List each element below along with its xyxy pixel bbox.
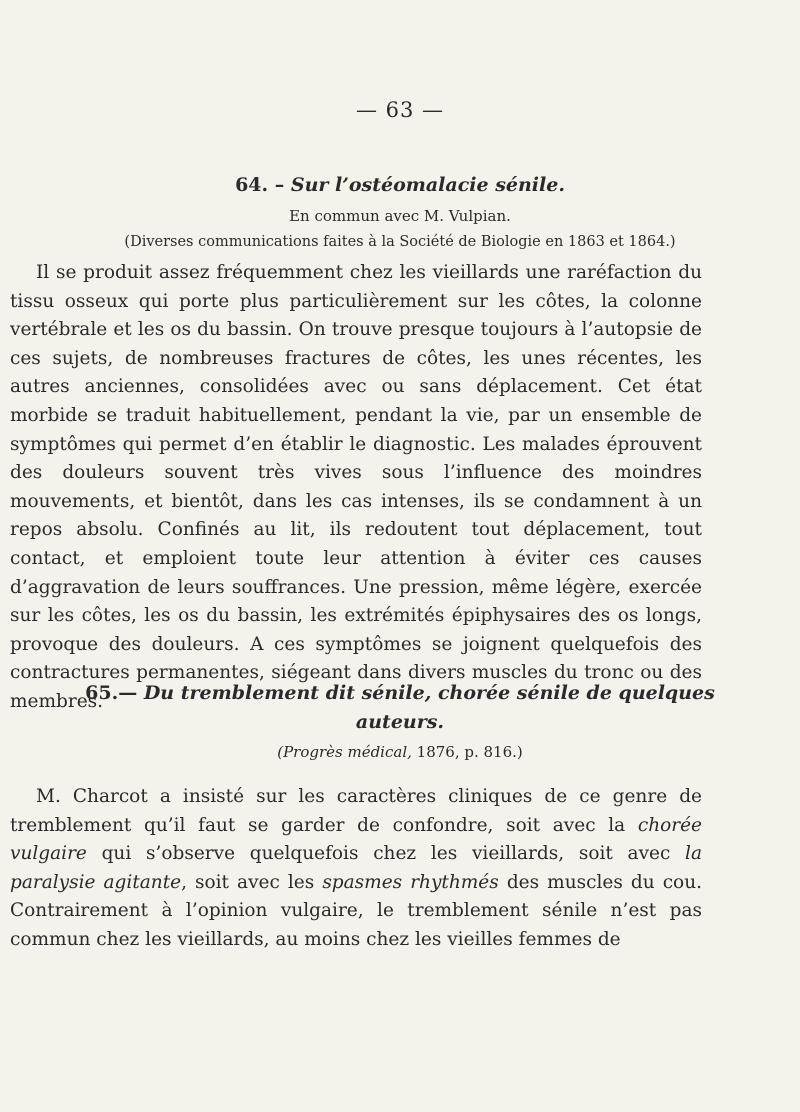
entry-64-title: Sur l’ostéomalacie sénile.	[290, 174, 565, 196]
entry-64-source: (Diverses communications faites à la Société de Biologie en 1863 et 1864.)	[124, 234, 676, 250]
entry-65-title-line2: auteurs.	[355, 711, 445, 733]
entry-65-paragraph	[10, 783, 702, 955]
italic-term-choree: chorée vulgaire	[10, 814, 702, 865]
entry-65-title-line1: Du tremblement dit sénile, chorée sénile de quelques	[143, 682, 715, 704]
italic-term-spasmes: spasmes rhythmés	[322, 871, 499, 893]
entry-65-body	[10, 783, 702, 955]
entry-65-heading	[0, 679, 800, 737]
italic-term-paralysie: la paralysie agitante	[10, 843, 702, 893]
entry-64-body	[10, 259, 702, 717]
entry-64-collaboration: En commun avec M. Vulpian.	[289, 207, 511, 225]
entry-65-number: 65.—	[85, 682, 144, 704]
text-run: des muscles du cou. Contrairement à l’opinion vulgaire, le tremblement sénile n’est pas commun chez les vieillards, au moins chez les vieilles femmes de	[10, 871, 702, 950]
text-run: M. Charcot a insisté sur les caractères cliniques de ce genre de tremblement qu’il faut se garder de confondre, soit avec la	[10, 786, 702, 836]
entry-65-source-journal: (Progrès médical,	[277, 743, 412, 761]
text-run: qui s’observe quelquefois chez les vieillards, soit avec	[86, 843, 686, 865]
entry-65-source	[0, 743, 800, 761]
entry-64-paragraph: Il se produit assez fréquemment chez les vieillards une raréfaction du tissu osseux qui porte plus particulièrement sur les côtes, la colonne vertébrale et les os du bassin. On trouve presque toujours à l’autopsie de ces sujets, de nombreuses fractures de côtes, les unes récentes, les autres anciennes, consolidées avec ou sans déplacement. Cet état morbide se traduit habituellement, pendant la vie, par un ensemble de symptômes qui permet d’en établir le diagnostic. Les malades éprouvent des douleurs souvent très vives sous l’influence des moindres mouvements, et bientôt, dans les cas intenses, ils se condamnent à un repos absolu. Confinés au lit, ils redoutent tout déplacement, tout contact, et emploient toute leur attention à éviter ces causes d’aggravation de leurs souffrances. Une pression, même légère, exercée sur les côtes, les os du bassin, les extrémités épiphysaires des os longs, provoque des douleurs. A ces symptômes se joignent quelquefois des contractures permanentes, siégeant dans divers muscles du tronc ou des membres.	[10, 262, 702, 712]
entry-64-heading	[0, 174, 800, 196]
page-number: — 63 —	[355, 98, 445, 122]
entry-64-number: 64. –	[235, 174, 291, 196]
entry-65-source-ref: 1876, p. 816.)	[411, 743, 523, 761]
text-run: , soit avec les	[181, 871, 323, 893]
